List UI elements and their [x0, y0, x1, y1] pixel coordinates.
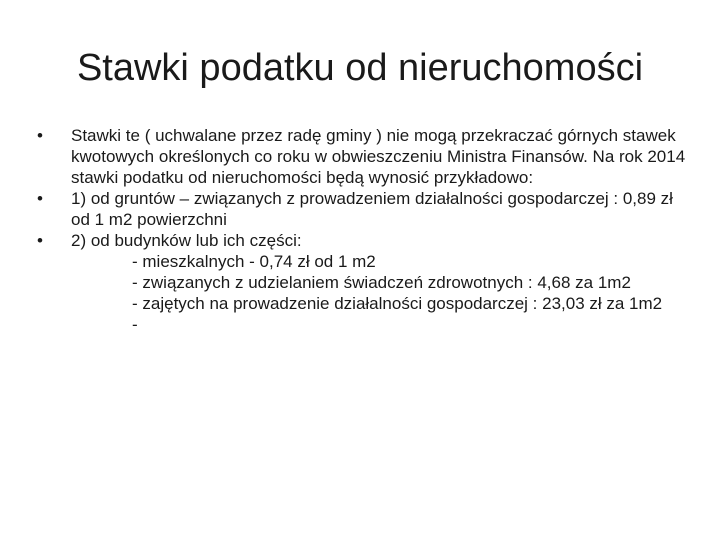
bullet-item: [30, 188, 690, 230]
sub-item: - zajętych na prowadzenie działalności gospodarczej : 23,03 zł za 1m2: [132, 294, 663, 313]
bullet-text: 2) od budynków lub ich części:: [71, 231, 302, 250]
bullet-dot-icon: •: [37, 231, 43, 250]
sub-item: -: [132, 315, 138, 334]
bullet-item: [30, 230, 690, 251]
slide-title: Stawki podatku od nieruchomości: [76, 47, 644, 89]
slide-content: [30, 125, 690, 335]
sub-item: - mieszkalnych - 0,74 zł od 1 m2: [132, 252, 376, 271]
bullet-text: Stawki te ( uchwalane przez radę gminy ) nie mogą przekraczać górnych stawek kwotowych określonych co roku w obwieszczeniu Ministra Finansów. Na rok 2014 stawki podatku od nieruchomości będą wynosić przykładowo:: [71, 126, 686, 187]
bullet-dot-icon: •: [37, 189, 43, 208]
bullet-item: [30, 125, 690, 188]
bullet-dot-icon: •: [37, 126, 43, 145]
sub-item: - związanych z udzielaniem świadczeń zdrowotnych : 4,68 za 1m2: [132, 273, 631, 292]
bullet-text: 1) od gruntów – związanych z prowadzeniem działalności gospodarczej : 0,89 zł od 1 m2 powierzchni: [71, 189, 673, 229]
